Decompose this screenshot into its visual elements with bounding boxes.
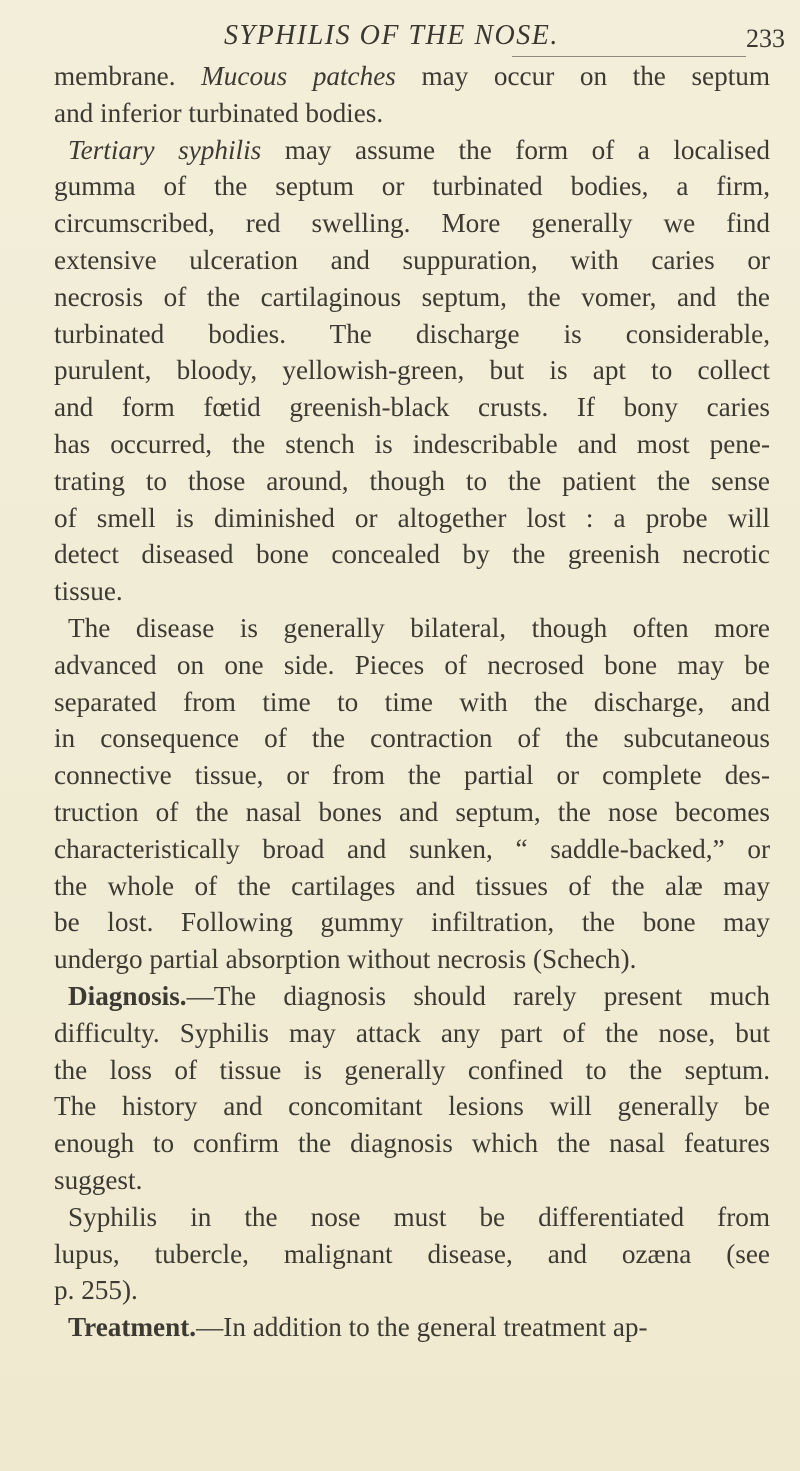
text-run: —In addition to the general treatment ap- xyxy=(196,1312,648,1343)
text-run: membrane. xyxy=(54,61,202,91)
text-line xyxy=(54,1272,770,1309)
text-line xyxy=(54,1088,770,1125)
text-run: has occurred, the stench is indescribable and most pene- xyxy=(54,428,770,459)
text-line xyxy=(54,316,770,353)
text-run: undergo partial absorption without necrosis (Schech). xyxy=(54,944,637,975)
text-line xyxy=(54,1052,770,1089)
text-run: the whole of the cartilages and tissues of the alæ may xyxy=(54,870,770,901)
text-line xyxy=(54,1236,770,1273)
text-run: —The diagnosis should rarely present much xyxy=(186,980,770,1011)
text-run: advanced on one side. Pieces of necrosed bone may be xyxy=(54,649,770,680)
text-line xyxy=(54,1015,770,1052)
text-line xyxy=(54,168,770,205)
text-line xyxy=(54,1162,770,1199)
text-run: Syphilis in the nose must be differentiated from xyxy=(68,1201,770,1232)
text-line xyxy=(54,978,770,1015)
text-run: turbinated bodies. The discharge is considerable, xyxy=(54,318,770,349)
text-line xyxy=(54,389,770,426)
section-heading: Diagnosis. xyxy=(68,980,187,1011)
text-run: tissue. xyxy=(54,576,123,607)
italic-term: Tertiary syphilis xyxy=(68,134,262,165)
text-run: be lost. Following gummy infiltration, the bone may xyxy=(54,907,770,938)
text-line xyxy=(54,132,770,169)
text-run: difficulty. Syphilis may attack any part of the nose, but xyxy=(54,1017,770,1048)
text-line xyxy=(54,242,770,279)
text-run: detect diseased bone concealed by the greenish necrotic xyxy=(54,539,770,570)
text-line xyxy=(54,352,770,389)
text-run: separated from time to time with the discharge, and xyxy=(54,686,770,717)
text-run: the loss of tissue is generally confined to the septum. xyxy=(54,1054,770,1085)
text-line xyxy=(54,536,770,573)
text-line xyxy=(54,684,770,721)
text-line xyxy=(54,647,770,684)
header-rule xyxy=(512,56,746,57)
text-line xyxy=(54,868,770,905)
text-line xyxy=(54,610,770,647)
text-run: suggest. xyxy=(54,1164,143,1195)
text-line xyxy=(54,58,770,95)
italic-term: Mucous patches xyxy=(201,61,396,91)
text-run: connective tissue, or from the partial or complete des- xyxy=(54,760,770,791)
text-run: gumma of the septum or turbinated bodies, a firm, xyxy=(54,171,770,202)
text-run: lupus, tubercle, malignant disease, and ozæna (see xyxy=(54,1238,770,1269)
text-line xyxy=(54,757,770,794)
text-line xyxy=(54,95,770,132)
text-run: trating to those around, though to the patient the sense xyxy=(54,465,770,496)
running-title: SYPHILIS OF THE NOSE. xyxy=(224,20,559,51)
page-number: 233 xyxy=(746,24,785,53)
text-run: of smell is diminished or altogether lost : a probe will xyxy=(54,502,770,533)
text-line xyxy=(54,1309,770,1346)
text-line xyxy=(54,463,770,500)
text-line xyxy=(54,205,770,242)
page-header xyxy=(0,10,800,56)
section-heading: Treatment. xyxy=(68,1312,197,1343)
text-run: The disease is generally bilateral, though often more xyxy=(68,612,770,643)
text-run: p. 255). xyxy=(54,1275,138,1306)
text-run: characteristically broad and sunken, “ saddle-backed,” or xyxy=(54,833,770,864)
text-line xyxy=(54,279,770,316)
text-run: and inferior turbinated bodies. xyxy=(54,97,384,128)
text-line xyxy=(54,941,770,978)
text-line xyxy=(54,720,770,757)
text-run: may assume the form of a localised xyxy=(261,134,770,165)
text-line xyxy=(54,1125,770,1162)
text-run: and form fœtid greenish-black crusts. If bony caries xyxy=(54,392,770,423)
text-run: The history and concomitant lesions will generally be xyxy=(54,1091,770,1122)
text-run: in consequence of the contraction of the subcutaneous xyxy=(54,723,770,754)
text-line xyxy=(54,573,770,610)
text-run: necrosis of the cartilaginous septum, the vomer, and the xyxy=(54,281,770,312)
text-line xyxy=(54,794,770,831)
text-run: circumscribed, red swelling. More generally we find xyxy=(54,208,770,239)
text-run: may occur on the septum xyxy=(395,61,770,91)
text-line xyxy=(54,904,770,941)
text-run: truction of the nasal bones and septum, the nose becomes xyxy=(54,796,770,827)
text-line xyxy=(54,831,770,868)
text-run: enough to confirm the diagnosis which the nasal features xyxy=(54,1128,770,1159)
text-run: extensive ulceration and suppuration, with caries or xyxy=(54,244,770,275)
text-line xyxy=(54,426,770,463)
text-line xyxy=(54,1199,770,1236)
body-text xyxy=(54,58,770,1346)
text-run: purulent, bloody, yellowish-green, but is apt to collect xyxy=(54,355,770,386)
text-line xyxy=(54,500,770,537)
